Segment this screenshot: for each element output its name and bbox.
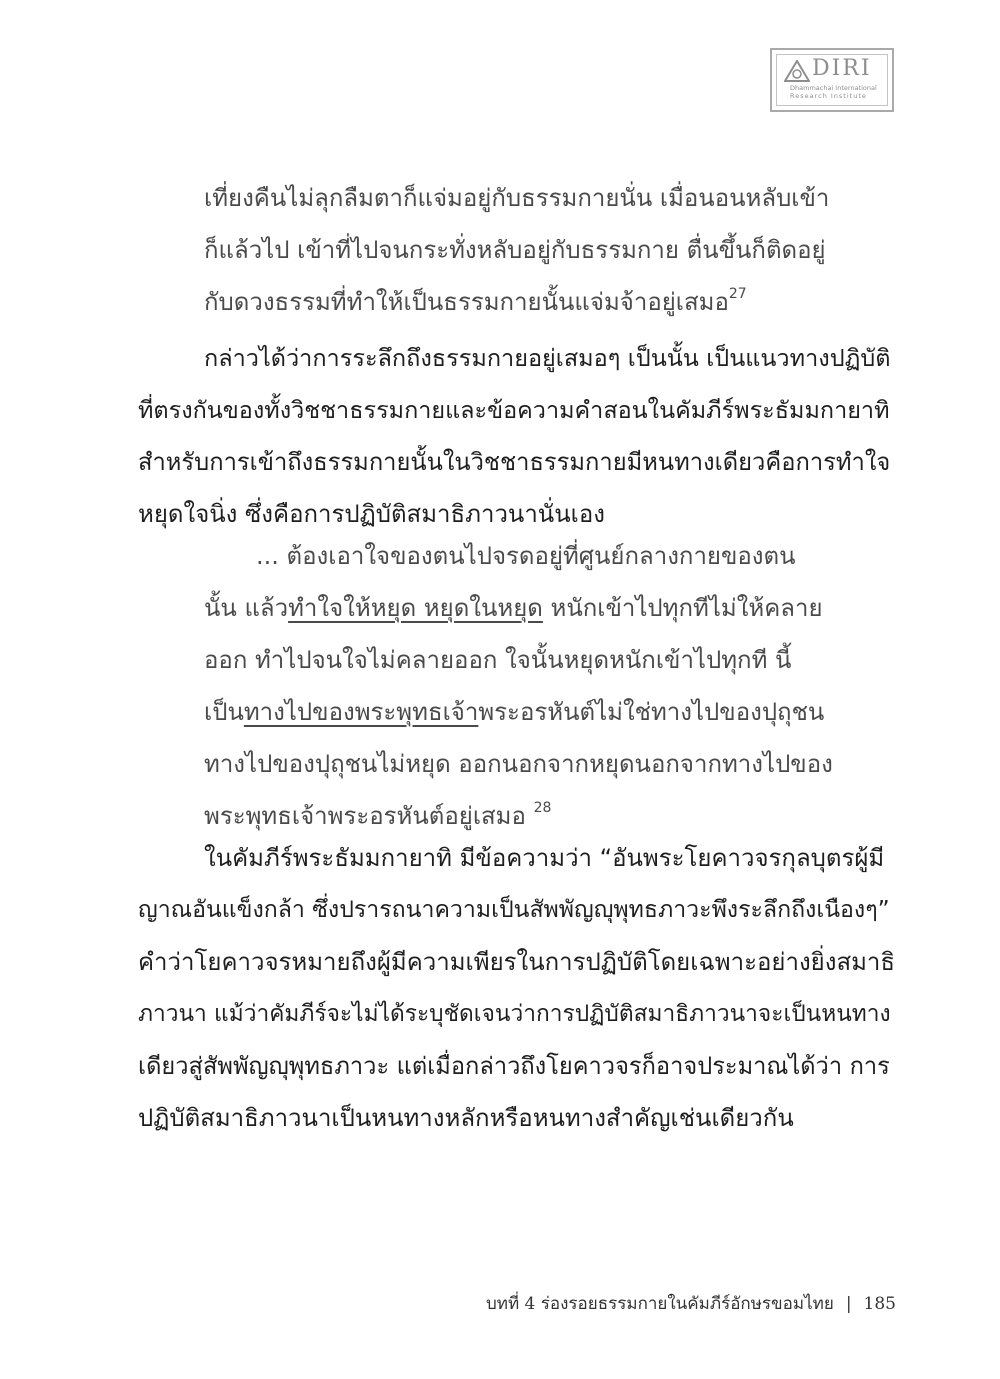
- body1-line-2: ที่ตรงกันของทั้งวิชชาธรรมกายและข้อความคำสอนในคัมภีร์พระธัมมกายาทิ: [138, 396, 890, 424]
- quote2-line-1: ... ต้องเอาใจของตนไปจรดอยู่ที่ศูนย์กลางกายของตน: [256, 542, 796, 570]
- quote2-line-3: ออก ทำไปจนใจไม่คลายออก ใจนั้นหยุดหนักเข้าไปทุกที นี้: [204, 646, 792, 674]
- quote2-line-5: ทางไปของปุถุชนไม่หยุด ออกนอกจากหยุดนอกจากทางไปของ: [204, 750, 833, 778]
- chapter-title: บทที่ 4 ร่องรอยธรรมกายในคัมภีร์อักษรขอมไทย: [485, 1294, 834, 1314]
- footnote-ref-28: 28: [533, 800, 552, 816]
- quote1-line-1: เที่ยงคืนไม่ลุกลืมตาก็แจ่มอยู่กับธรรมกายนั่น เมื่อนอนหลับเข้า: [204, 184, 830, 212]
- quote2-underlined-phrase-1: ทำใจให้หยุด หยุดในหยุด: [288, 594, 543, 622]
- quote-block-1: [204, 172, 836, 328]
- body-paragraph-1: [138, 332, 898, 540]
- quote2-line-4-pre: เป็น: [204, 698, 244, 726]
- quote2-line-2-pre: นั้น แล้ว: [204, 594, 289, 622]
- body2-line-5: เดียวสู่สัพพัญญุพุทธภาวะ แต่เมื่อกล่าวถึงโยคาวจรก็อาจประมาณได้ว่า การ: [138, 1052, 890, 1080]
- footer-separator: |: [845, 1294, 852, 1314]
- body2-line-1: ในคัมภีร์พระธัมมกายาทิ มีข้อความว่า “อันพระโยคาวจรกุลบุตรผู้มี: [204, 844, 885, 872]
- quote2-line-4-post: พระอรหันต์ไม่ใช่ทางไปของปุถุชน: [478, 698, 825, 726]
- body1-line-1: กล่าวได้ว่าการระลึกถึงธรรมกายอยู่เสมอๆ เป็นนั้น เป็นแนวทางปฏิบัติ: [204, 344, 891, 372]
- quote1-line-2: ก็แล้วไป เข้าที่ไปจนกระทั่งหลับอยู่กับธรรมกาย ตื่นขึ้นก็ติดอยู่: [204, 236, 826, 264]
- quote1-line-3: [204, 276, 836, 328]
- triangle-emblem-icon: [784, 60, 810, 82]
- quote2-line-2: [204, 582, 836, 634]
- logo-name: DIRI: [812, 56, 872, 81]
- logo-subtitle-2: Research Institute: [790, 92, 867, 100]
- footnote-ref-27: 27: [728, 286, 747, 302]
- quote2-line-4: [204, 686, 836, 738]
- body2-line-2: ญาณอันแข็งกล้า ซึ่งปรารถนาความเป็นสัพพัญญุพุทธภาวะพึงระลึกถึงเนืองๆ”: [138, 897, 890, 923]
- quote-block-2: [204, 530, 836, 842]
- body1-line-3: สำหรับการเข้าถึงธรรมกายนั้นในวิชชาธรรมกายมีหนทางเดียวคือการทำใจ: [138, 448, 891, 476]
- quote2-line-2-post: หนักเข้าไปทุกทีไม่ให้คลาย: [542, 594, 823, 622]
- body2-line-6: ปฏิบัติสมาธิภาวนาเป็นหนทางหลักหรือหนทางสำคัญเช่นเดียวกัน: [138, 1104, 794, 1132]
- body1-line-4: หยุดใจนิ่ง ซึ่งคือการปฏิบัติสมาธิภาวนานั่นเอง: [138, 500, 605, 528]
- body2-line-3: คำว่าโยคาวจรหมายถึงผู้มีความเพียรในการปฏิบัติโดยเฉพาะอย่างยิ่งสมาธิ: [138, 948, 896, 976]
- page-footer: [486, 1290, 896, 1317]
- quote1-line-3-text: กับดวงธรรมที่ทำให้เป็นธรรมกายนั้นแจ่มจ้าอยู่เสมอ: [204, 288, 729, 316]
- page-number: 185: [863, 1294, 896, 1314]
- body2-line-4: ภาวนา แม้ว่าคัมภีร์จะไม่ได้ระบุชัดเจนว่าการปฏิบัติสมาธิภาวนาจะเป็นหนทาง: [138, 1001, 891, 1027]
- logo-subtitle-1: Dhammachai International: [790, 84, 877, 92]
- quote2-underlined-phrase-2: ทางไปของพระพุทธเจ้า: [243, 698, 479, 726]
- diri-logo: [770, 48, 894, 112]
- body-paragraph-2: [138, 832, 898, 1144]
- quote2-line-6-text: พระพุทธเจ้าพระอรหันต์อยู่เสมอ: [204, 802, 526, 830]
